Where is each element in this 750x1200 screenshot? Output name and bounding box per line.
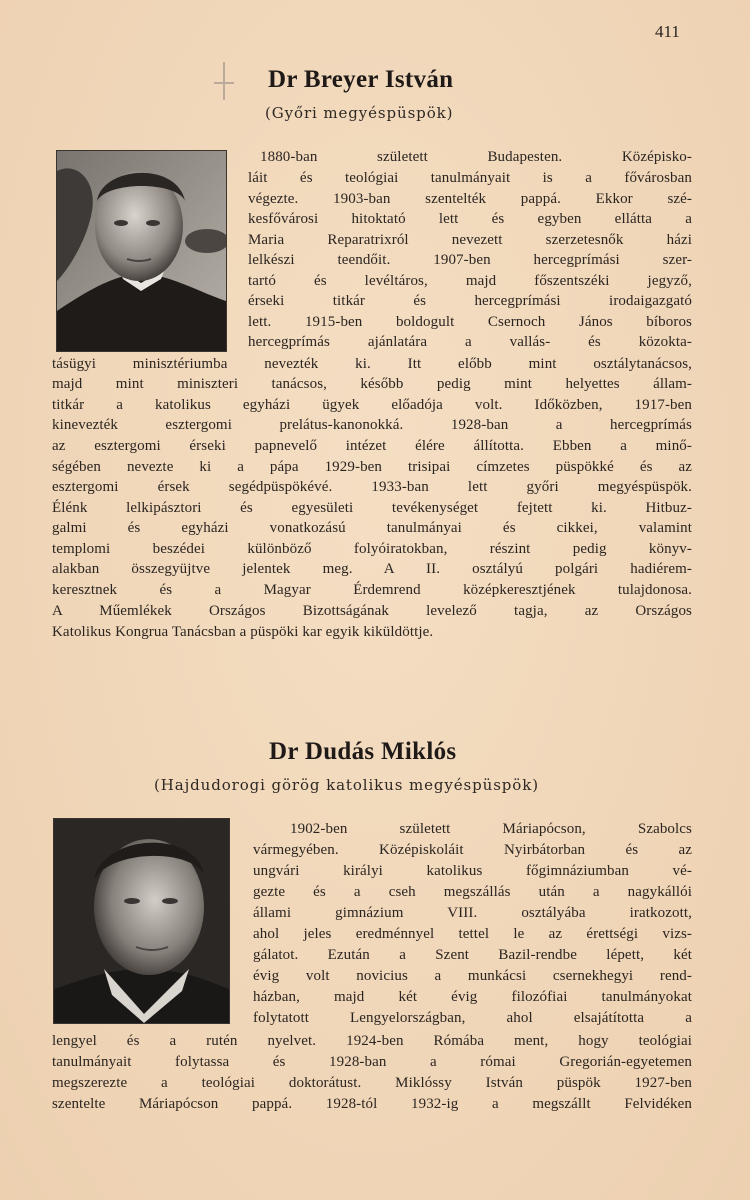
text-line: kesfővárosi hitoktató lett és egyben ellátta a [248,211,692,227]
text-line: kinevezték esztergomi prelátus-kanonokká. 1928-ban a hercegprímás [52,417,692,433]
text-line: ahol jeles eredménnyel tettel le az érettségi vizs- [253,926,692,942]
text-line: szentelte Máriapócson pappá. 1928-tól 1932-ig a megszállt Felvidéken [52,1096,692,1112]
text-line: láit és teológiai tanulmányait is a fővárosban [248,170,692,186]
text-line: templomi beszédei különböző folyóiratokban, részint pedig könyv- [52,541,692,557]
text-line: A Műemlékek Országos Bizottságának levelező tagja, az Országos [52,603,692,619]
entry-title: (Hajdudorogi görög katolikus megyéspüspök) [154,776,539,794]
text-line: Maria Reparatrixról nevezett szerzetesnők házi [248,232,692,248]
text-line: megszerezte a teológiai doktorátust. Miklóssy István püspök 1927-ben [52,1075,692,1091]
portrait-photo [53,818,230,1024]
entry-title: (Győri megyéspüspök) [265,104,454,122]
text-line: végezte. 1903-ban szentelték pappá. Ekkor szé- [248,191,692,207]
entry-name: Dr Breyer István [268,66,454,93]
text-line: lett. 1915-ben boldogult Csernoch János bíboros [248,314,692,330]
text-line: 1880-ban született Budapesten. Középisko- [260,149,692,165]
portrait-image [57,151,226,351]
text-line: tásügyi minisztériumba nevezték ki. Itt előbb mint osztálytanácsos, [52,356,692,372]
text-line: tanulmányait folytassa és 1928-ban a római Gregorián-egyetemen [52,1054,692,1070]
entry-name: Dr Dudás Miklós [269,738,457,765]
text-line: gálatot. Ezután a Szent Bazil-rendbe lépett, két [253,947,692,963]
text-line: 1902-ben született Máriapócson, Szabolcs [290,821,692,837]
text-line: állami gimnázium VIII. osztályába iratkozott, [253,905,692,921]
text-line: érseki titkár és hercegprímási irodaigazgató [248,293,692,309]
portrait-photo [56,150,227,352]
text-line: alakban összegyüjtve jelentek meg. A II. osztályú polgári hadiérem- [52,561,692,577]
text-line: házban, majd két évig filozófiai tanulmányokat [253,989,692,1005]
text-line: galmi és egyházi vonatkozású tanulmányai és cikkei, valamint [52,520,692,536]
text-line: titkár a katolikus egyházi ügyek előadója volt. Időközben, 1917-ben [52,397,692,413]
text-line: majd mint miniszteri tanácsos, később pedig mint helyettes állam- [52,376,692,392]
text-line: évig volt novicius a munkácsi csernekhegyi rend- [253,968,692,984]
text-line: gezte és a cseh megszállás után a nagykállói [253,884,692,900]
text-line: folytatott Lengyelországban, ahol elsajátította a [253,1010,692,1026]
text-line: vármegyében. Középiskoláit Nyirbátorban és az [253,842,692,858]
text-line: lengyel és a rutén nyelvet. 1924-ben Rómába ment, hogy teológiai [52,1033,692,1049]
portrait-image [54,819,229,1023]
page-number: 411 [655,22,680,41]
text-line: esztergomi érsek segédpüspökévé. 1933-ban lett győri megyéspüspök. [52,479,692,495]
text-line: Élénk lelkipásztori és egyesületi tevékenységet fejtett ki. Hitbuz- [52,500,692,516]
text-line: lelkészi teendőit. 1907-ben hercegprímási szer- [248,252,692,268]
text-line: tartó és levéltáros, majd főszentszéki jegyző, [248,273,692,289]
text-line: keresztnek és a Magyar Érdemrend középkeresztjének tulajdonosa. [52,582,692,598]
text-line: hercegprímás ajánlatára a vallás- és közokta- [248,334,692,350]
text-line: ungvári királyi katolikus főgimnáziumban vé- [253,863,692,879]
text-line: az esztergomi érseki papnevelő intézet élére állította. Ebben a minő- [52,438,692,454]
text-line: Katolikus Kongrua Tanácsban a püspöki kar egyik kiküldöttje. [52,624,434,640]
text-line: ségében nevezte ki a pápa 1929-ben trisipai címzetes püspökké és az [52,459,692,475]
pencil-cross-mark-icon [212,62,236,100]
